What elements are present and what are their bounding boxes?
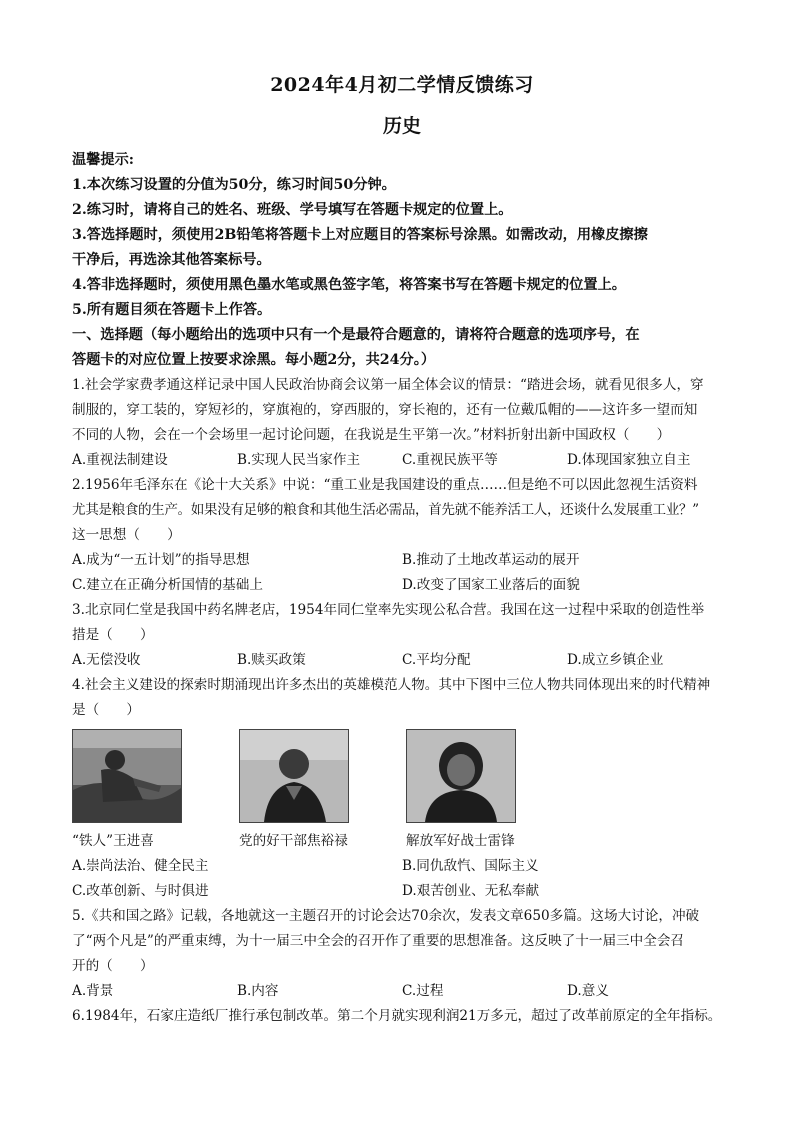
option-c: C.重视民族平等 (402, 452, 498, 468)
photo-caption: “铁人”王进喜 (72, 833, 154, 849)
question-text: 尤其是粮食的生产。如果没有足够的粮食和其他生活必需品，首先就不能养活工人，还谈什么发展重工业？” (72, 502, 699, 518)
question-text: 5.《共和国之路》记载，各地就这一主题召开的讨论会达70余次，发表文章650多篇。这场大讨论，冲破 (72, 908, 700, 924)
option-a: A.无偿没收 (72, 652, 141, 668)
lei-feng-photo-image (407, 730, 515, 822)
option-c: C.过程 (402, 983, 444, 999)
options-row (72, 648, 732, 673)
question-3 (72, 598, 732, 673)
option-d: D.成立乡镇企业 (567, 652, 664, 668)
note-item: 干净后，再选涂其他答案标号。 (72, 252, 271, 268)
page-title: 2024年4月初二学情反馈练习 (270, 74, 534, 96)
question-text: 措是（ ） (72, 627, 154, 643)
photo-row (72, 729, 732, 854)
subject-title: 历史 (382, 115, 421, 137)
option-a: A.成为“一五计划”的指导思想 (72, 552, 250, 568)
option-d: D.意义 (567, 983, 609, 999)
photo-caption: 解放军好战士雷锋 (406, 833, 515, 849)
wang-jinxi-photo-image (73, 730, 181, 822)
question-text: 这一思想（ ） (72, 527, 181, 543)
photo-column (72, 729, 239, 854)
options-row (72, 573, 732, 598)
option-b: B.同仇敌忾、国际主义 (402, 858, 539, 874)
photo-caption: 党的好干部焦裕禄 (239, 833, 348, 849)
section-heading (72, 323, 732, 373)
question-text: 2.1956年毛泽东在《论十大关系》中说：“重工业是我国建设的重点……但是绝不可以因此忽视生活资料 (72, 477, 698, 493)
wang-jinxi-photo (72, 729, 182, 823)
option-d: D.体现国家独立自主 (567, 452, 691, 468)
option-a: A.背景 (72, 983, 114, 999)
options-row (72, 548, 732, 573)
question-text: 3.北京同仁堂是我国中药名牌老店，1954年同仁堂率先实现公私合营。我国在这一过程中采取的创造性举 (72, 602, 705, 618)
jiao-yulu-photo (239, 729, 349, 823)
question-1 (72, 373, 732, 473)
note-item: 1.本次练习设置的分值为50分，练习时间50分钟。 (72, 177, 396, 193)
option-b: B.赎买政策 (237, 652, 306, 668)
note-item: 5.所有题目须在答题卡上作答。 (72, 302, 272, 318)
note-item: 2.练习时，请将自己的姓名、班级、学号填写在答题卡规定的位置上。 (72, 202, 513, 218)
question-text: 4.社会主义建设的探索时期涌现出许多杰出的英雄模范人物。其中下图中三位人物共同体现出来的时代精神 (72, 677, 711, 693)
option-b: B.推动了土地改革运动的展开 (402, 552, 580, 568)
option-c: C.平均分配 (402, 652, 471, 668)
option-b: B.实现人民当家作主 (237, 452, 361, 468)
option-a: A.崇尚法治、健全民主 (72, 858, 209, 874)
option-d: D.艰苦创业、无私奉献 (402, 883, 540, 899)
option-d: D.改变了国家工业落后的面貌 (402, 577, 580, 593)
question-5 (72, 904, 732, 1004)
question-text: 开的（ ） (72, 958, 154, 974)
photo-column (239, 729, 406, 854)
notes-heading: 温馨提示: (72, 152, 134, 168)
note-item: 3.答选择题时，须使用2B铅笔将答题卡上对应题目的答案标号涂黑。如需改动，用橡皮擦擦 (72, 227, 648, 243)
options-row (72, 854, 732, 879)
jiao-yulu-photo-image (240, 730, 348, 822)
options-row (72, 879, 732, 904)
exam-page (72, 70, 732, 1029)
question-text: 1.社会学家费孝通这样记录中国人民政治协商会议第一届全体会议的情景：“踏进会场，就看见很多人，穿 (72, 377, 704, 393)
question-text: 制服的，穿工装的，穿短衫的，穿旗袍的，穿西服的，穿长袍的，还有一位戴瓜帽的——这许多一望而知 (72, 402, 698, 418)
question-2 (72, 473, 732, 598)
question-6 (72, 1004, 732, 1029)
question-4 (72, 673, 732, 904)
option-a: A.重视法制建设 (72, 452, 168, 468)
option-c: C.建立在正确分析国情的基础上 (72, 577, 263, 593)
options-row (72, 979, 732, 1004)
option-c: C.改革创新、与时俱进 (72, 883, 209, 899)
note-item: 4.答非选择题时，须使用黑色墨水笔或黑色签字笔，将答案书写在答题卡规定的位置上。 (72, 277, 626, 293)
section-line: 答题卡的对应位置上按要求涂黑。每小题2分，共24分。） (72, 352, 436, 368)
photo-column (406, 729, 573, 854)
question-text: 6.1984年，石家庄造纸厂推行承包制改革。第二个月就实现利润21万多元，超过了改革前原定的全年指标。 (72, 1008, 722, 1024)
section-line: 一、选择题（每小题给出的选项中只有一个是最符合题意的，请将符合题意的选项序号，在 (72, 327, 640, 343)
question-text: 不同的人物，会在一个会场里一起讨论问题，在我说是生平第一次。”材料折射出新中国政权（ ） (72, 427, 671, 443)
option-b: B.内容 (237, 983, 279, 999)
options-row (72, 448, 732, 473)
question-text: 是（ ） (72, 702, 140, 718)
notes-block (72, 148, 732, 323)
question-text: 了“两个凡是”的严重束缚，为十一届三中全会的召开作了重要的思想准备。这反映了十一届三中全会召 (72, 933, 685, 949)
lei-feng-photo (406, 729, 516, 823)
